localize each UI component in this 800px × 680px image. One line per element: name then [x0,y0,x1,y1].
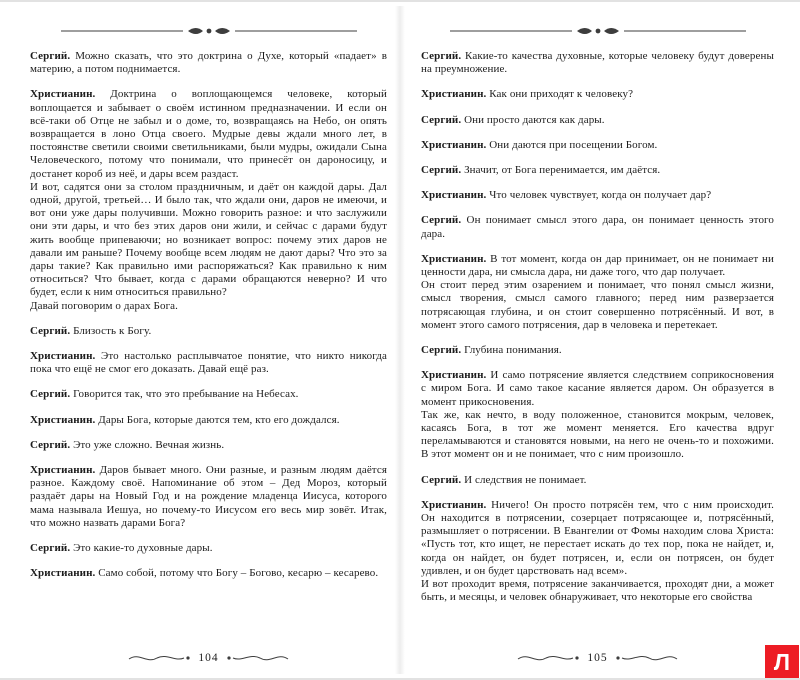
dialogue-paragraph: Христианин. И само потрясение является следствием соприкосновения с миром Бога. И само такое касание является даром. Он образуется в момент прикосновения. [421,369,774,408]
page-number: 105 [587,652,608,664]
dialogue-paragraph: Сергий. Говорится так, что это пребывание на Небесах. [30,388,299,401]
dialogue-paragraph: Сергий. Значит, от Бога перенимается, им даётся. [421,164,661,177]
speaker-name: Сергий. [30,388,74,401]
ornament-divider-icon [59,24,359,38]
speaker-name: Сергий. [30,50,76,62]
speaker-name: Сергий. [421,113,465,126]
dialogue-paragraph: Сергий. И следствия не понимает. [421,473,587,486]
speaker-name: Сергий. [421,344,465,357]
dialogue-paragraph: Христианин. Само собой, потому что Богу – Богово, кесарю – кесарево. [30,567,379,580]
page-left-text [30,50,387,581]
speaker-name: Христианин. [30,464,100,477]
dialogue-paragraph: Сергий. Можно сказать, что это доктрина о Духе, который «падает» в материю, а потом поднимается. [30,50,387,76]
page-right [400,0,800,680]
page-right-text [421,50,774,605]
dialogue-paragraph: Сергий. Это какие-то духовные дары. [30,542,213,555]
dialogue-paragraph: Он стоит перед этим озарением и понимает, что понял смысл жизни, смысл творения, смысл самого главного; перед ним разверзается потрясающая глубина, и он стоит совершенно потрясённый. И вот, в момент этого самого потрясения, дар в человека и перетекает. [421,279,774,331]
speaker-name: Христианин. [421,252,491,265]
dialogue-paragraph: Давай поговорим о дарах Бога. [30,299,179,312]
dialogue-paragraph: Христианин. Это настолько расплывчатое понятие, что никто никогда пока что ещё не смог его доказать. Давай ещё раз. [30,350,387,376]
dialogue-paragraph: Христианин. Даров бывает много. Они разные, и разным людям даётся разное. Каждому своё. Напоминание об этом – Дед Мороз, который раздаёт дары на Новый Год и на рождение младенца Иисуса, которого мама называла Иешуа, но почему-то Иисусом его весь мир зовёт. Итак, что можно назвать дарами Бога? [30,464,387,529]
speaker-name: Христианин. [421,369,491,382]
labirint-logo-badge: Л [765,645,799,679]
page-left-footer [0,652,400,664]
speaker-name: Христианин. [30,350,101,363]
speaker-name: Сергий. [30,542,74,555]
speaker-name: Христианин. [421,138,490,151]
dialogue-paragraph: Сергий. Глубина понимания. [421,344,562,357]
dialogue-paragraph: Христианин. Ничего! Он просто потрясён тем, что с ним происходит. Он находится в потрясении, созерцает потрясающее и, потрясённый, размышляет о потрясении. В Евангелии от Фомы находим слова Христа: «Пусть тот, кто ищет, не перестает искать до тех пор, пока не найдет, и, когда он найдет, он будет потрясен, и, если он потрясен, он будет удивлен, и он будет царствовать над всем». [421,498,774,577]
speaker-name: Христианин. [30,567,99,580]
speaker-name: Сергий. [30,324,74,337]
dialogue-paragraph: Христианин. Как они приходят к человеку? [421,88,634,101]
speaker-name: Христианин. [30,413,99,426]
footer-flourish-left-icon [516,652,580,664]
dialogue-paragraph: И вот, садятся они за столом праздничным, и даёт он каждой дары. Дал одной, другой, третьей… И было так, что ждали они, даров не имеючи, и вот они уже дары получивши. Можно говорить разное: и что заслужили они эти дары, и что без этих даров они жили, и сейчас с дарами будут жить вообще припеваючи; но возникает вопрос: почему этих даров не давали им раньше? Почему вообще всем людям не дают дары? Что это за дары такие? Как правильно ими распоряжаться? Как правильно к ним относиться? Что бывает, когда с дарами обращаются неверно? И что будет, если к ним относиться правильно? [30,180,387,299]
dialogue-paragraph: Сергий. Какие-то качества духовные, которые человеку будут доверены на преумножение. [421,50,774,76]
footer-flourish-right-icon [615,652,679,664]
speaker-name: Христианин. [30,88,111,101]
ornament-divider-icon [448,24,748,38]
speaker-name: Сергий. [421,214,467,227]
speaker-name: Христианин. [421,88,490,101]
dialogue-paragraph: Христианин. В тот момент, когда он дар принимает, он не понимает ни ценности дара, ни смысла дара, ни даже того, что дар получает. [421,252,774,279]
speaker-name: Сергий. [421,164,465,177]
footer-flourish-right-icon [226,652,290,664]
dialogue-paragraph: Христианин. Доктрина о воплощающемся человеке, который воплощается и забывает о своём истинном предназначении. И если он всё-таки об Отце не забыл и о доме, то, возвращаясь на Небо, он опять возвращается в лоно Отца своего. Мудрые девы ждали много лет, в постоянстве светили своими светильниками, были мудры, ожидали Сына Человеческого, потому что понимали, что принесёт он дароносицу, и достанет короб из неё, и дары всем раздаст. [30,88,387,180]
page-number: 104 [198,652,219,664]
footer-flourish-left-icon [127,652,191,664]
dialogue-paragraph: Сергий. Близость к Богу. [30,324,152,337]
header-ornament [30,24,387,38]
dialogue-paragraph: Сергий. Он понимает смысл этого дара, он понимает ценность этого дара. [421,214,774,240]
dialogue-paragraph: Сергий. Они просто даются как дары. [421,113,605,126]
dialogue-paragraph: Христианин. Они даются при посещении Богом. [421,138,658,151]
header-ornament [421,24,774,38]
speaker-name: Сергий. [30,438,74,451]
speaker-name: Христианин. [421,189,490,202]
speaker-name: Сергий. [421,473,465,486]
page-right-footer [400,652,800,664]
dialogue-paragraph: Так же, как нечто, в воду положенное, становится мокрым, человек, касаясь Бога, в тот же момент меняется. Его качества вдруг переламываются и становятся новыми, на него не очень-то и похожими. В этот момент он и не понимает, что с ним произошло. [421,408,774,461]
dialogue-paragraph: И вот проходит время, потрясение заканчивается, проходят дни, а может быть, и месяцы, и человек обнаруживает, что некоторые его свойства [421,578,774,604]
speaker-name: Сергий. [421,50,466,62]
dialogue-paragraph: Сергий. Это уже сложно. Вечная жизнь. [30,438,225,451]
dialogue-paragraph: Христианин. Дары Бога, которые даются тем, кто его дождался. [30,413,340,426]
speaker-name: Христианин. [421,498,492,511]
dialogue-paragraph: Христианин. Что человек чувствует, когда он получает дар? [421,189,712,202]
